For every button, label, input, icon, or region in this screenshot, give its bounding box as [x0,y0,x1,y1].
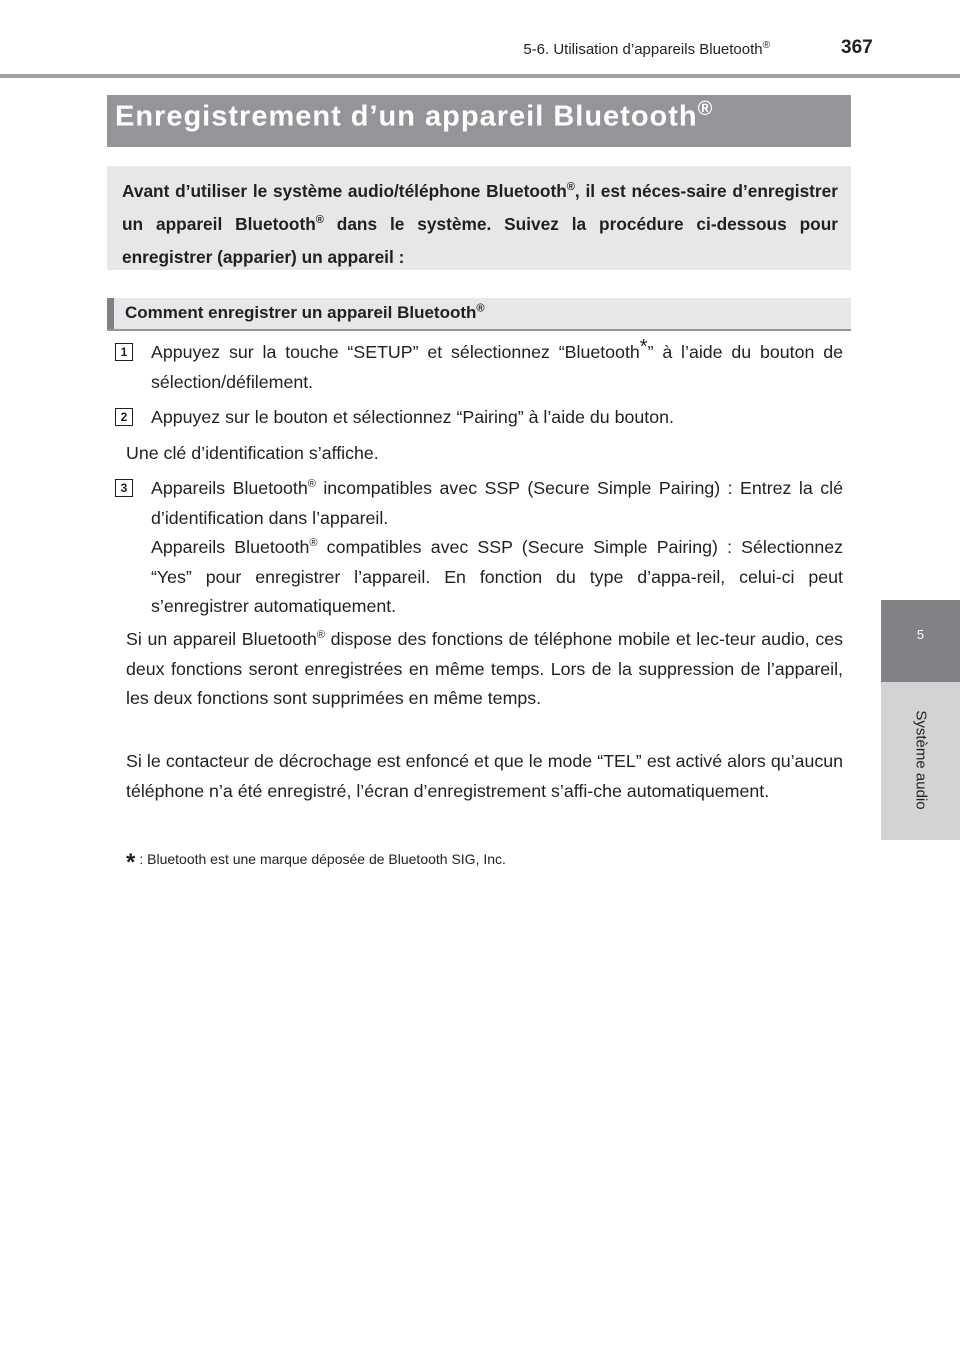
step-3-text-ssp-incompatible: Appareils Bluetooth® incompatibles avec SSP (Secure Simple Pairing) : Entrez la clé d’identification dans l’appareil. [151,478,843,528]
subheading-underline [107,329,851,331]
step-2-badge: 2 [115,408,133,426]
intro-text: Avant d’utiliser le système audio/téléphone Bluetooth®, il est néces-saire d’enregistrer un appareil Bluetooth® dans le système. Suivez la procédure ci-dessous pour enregistrer (apparier) un appareil : [122,181,838,267]
footnote: * : Bluetooth est une marque déposée de Bluetooth SIG, Inc. [126,849,506,876]
chapter-number: 5 [916,627,925,642]
note-dual-function: Si un appareil Bluetooth® dispose des fonctions de téléphone mobile et lec-teur audio, ces deux fonctions seront enregistrées en même temps. Lors de la suppression de l’appareil, les deux fonctions sont supprimées en même temps. [126,629,843,708]
step-3-badge: 3 [115,479,133,497]
footnote-marker: * [126,849,136,876]
step-1-badge: 1 [115,343,133,361]
subheading-accent [107,298,114,330]
step-1-text: Appuyez sur la touche “SETUP” et sélectionnez “Bluetooth*” à l’aide du bouton de sélection/défilement. [151,336,843,392]
subheading: Comment enregistrer un appareil Bluetooth® [125,302,485,322]
note-auto-screen: Si le contacteur de décrochage est enfoncé et que le mode “TEL” est activé alors qu’aucun téléphone n’a été enregistré, l’écran d’enregistrement s’affi-che automatiquement. [126,751,843,801]
running-header-section: 5-6. Utilisation d’appareils Bluetooth® [523,40,770,58]
step-2-text: Appuyez sur le bouton et sélectionnez “Pairing” à l’aide du bouton. [151,407,674,427]
page-title: Enregistrement d’un appareil Bluetooth® [115,98,714,133]
header-rule [0,74,960,78]
step-2-result: Une clé d’identification s’affiche. [126,443,379,463]
step-3-text-ssp-compatible: Appareils Bluetooth® compatibles avec SSP (Secure Simple Pairing) : Sélectionnez “Yes” pour enregistrer l’appareil. En fonction du type d’appa-reil, celui-ci peut s’enregistrer automatiquement. [151,537,844,616]
chapter-name: Système audio [912,710,930,810]
page-number: 367 [841,37,873,58]
